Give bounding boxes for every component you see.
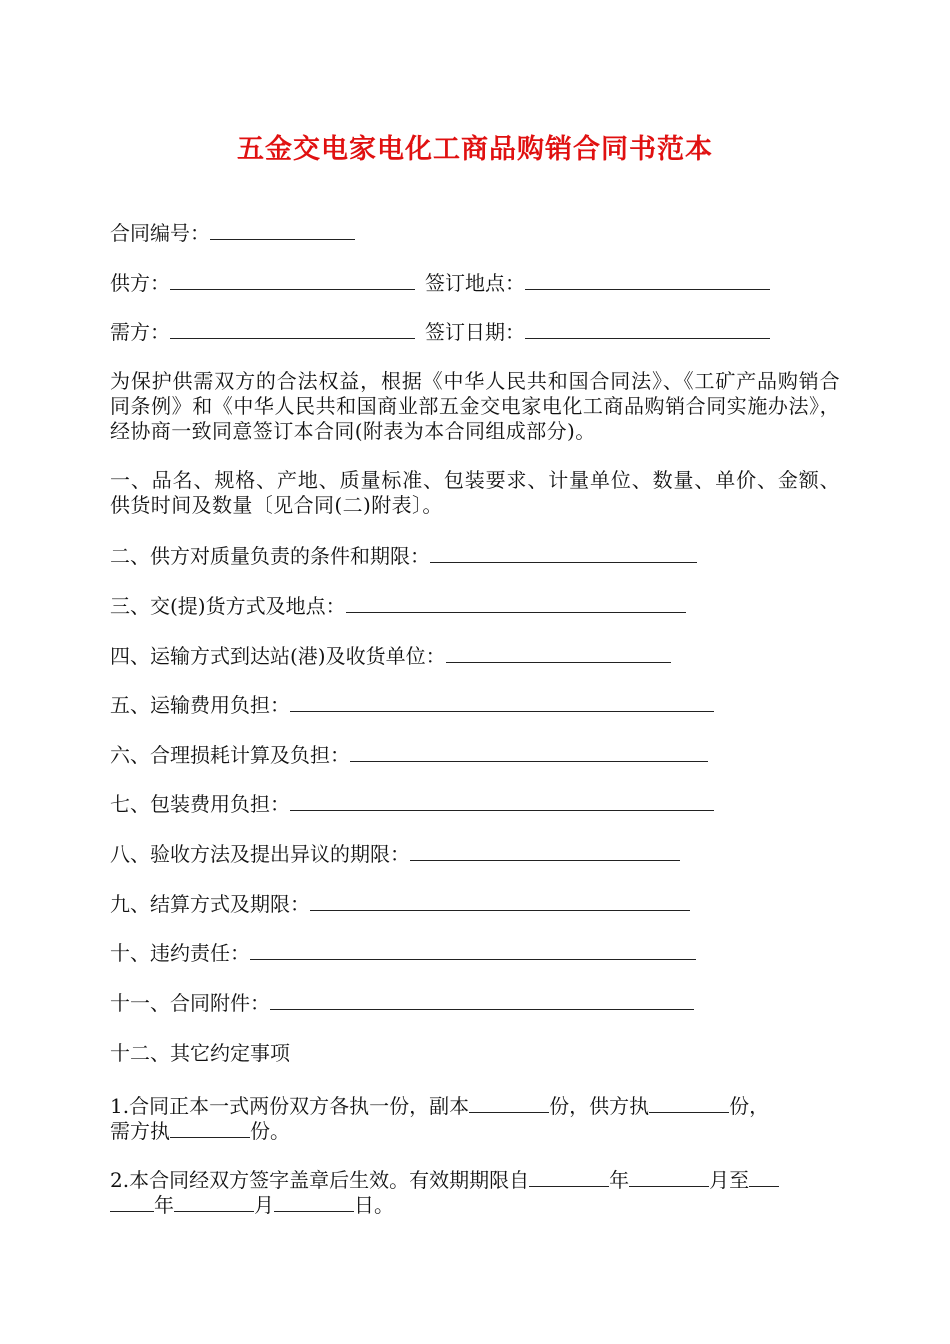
- item-1-line-1: [110, 1093, 769, 1119]
- supplier-blank[interactable]: [170, 271, 415, 290]
- item-1-text-c: 份，: [729, 1094, 770, 1118]
- clause-11-row: [110, 990, 694, 1016]
- clause-8-row: [110, 841, 680, 867]
- clause-7-row: [110, 791, 714, 817]
- end-year-blank-part-2[interactable]: [110, 1193, 154, 1212]
- buyer-label: 需方：: [110, 320, 170, 344]
- item-1-line-2: [110, 1118, 290, 1144]
- sign-place-label: 签订地点：: [425, 271, 525, 295]
- clause-10-blank[interactable]: [250, 941, 696, 960]
- clause-11-blank[interactable]: [270, 991, 694, 1010]
- buyer-blank[interactable]: [170, 320, 415, 339]
- item-1-text-b: 份，供方执: [549, 1094, 650, 1118]
- supplier-copies-blank[interactable]: [649, 1094, 729, 1113]
- clause-7-blank[interactable]: [290, 792, 714, 811]
- clause-3-blank[interactable]: [346, 594, 686, 613]
- sign-date-label: 签订日期：: [425, 320, 525, 344]
- clause-8-label: 八、验收方法及提出异议的期限：: [110, 842, 410, 866]
- clause-12-heading: 十二、其它约定事项: [110, 1041, 290, 1065]
- intro-paragraph: 为保护供需双方的合法权益，根据《中华人民共和国合同法》、《工矿产品购销合同条例》和《中华人民共和国商业部五金交电家电化工商品购销合同实施办法》，经协商一致同意签订本合同(附表为本合同组成部分)。: [110, 369, 840, 443]
- supplier-row: [110, 270, 770, 296]
- contract-number-label: 合同编号：: [110, 221, 210, 245]
- clause-5-blank[interactable]: [290, 693, 714, 712]
- buyer-copies-blank[interactable]: [170, 1119, 250, 1138]
- item-1-text-a: 1.合同正本一式两份双方各执一份，副本: [110, 1094, 470, 1118]
- clause-9-row: [110, 891, 690, 917]
- clause-2-label: 二、供方对质量负责的条件和期限：: [110, 544, 430, 568]
- start-month-blank[interactable]: [629, 1168, 709, 1187]
- item-2-text-a: 2.本合同经双方签字盖章后生效。有效期期限自: [110, 1168, 530, 1192]
- contract-number-blank[interactable]: [210, 221, 355, 240]
- end-month-blank[interactable]: [174, 1193, 254, 1212]
- clause-4-blank[interactable]: [446, 644, 671, 663]
- clause-2-row: [110, 543, 697, 569]
- item-2-text-e: 月: [254, 1193, 274, 1217]
- item-2-text-c: 月至: [709, 1168, 750, 1192]
- item-2-text-f: 日。: [354, 1193, 394, 1217]
- clause-3-row: [110, 593, 686, 619]
- clause-2-blank[interactable]: [430, 544, 697, 563]
- sign-place-blank[interactable]: [525, 271, 770, 290]
- copies-blank[interactable]: [469, 1094, 549, 1113]
- end-year-blank-part-1[interactable]: [749, 1168, 779, 1187]
- item-2-line-2: [110, 1192, 394, 1218]
- clause-11-label: 十一、合同附件：: [110, 991, 270, 1015]
- clause-10-row: [110, 940, 696, 966]
- clause-9-label: 九、结算方式及期限：: [110, 892, 310, 916]
- item-2-text-d: 年: [154, 1193, 174, 1217]
- buyer-row: [110, 319, 770, 345]
- clause-5-label: 五、运输费用负担：: [110, 693, 290, 717]
- start-year-blank[interactable]: [529, 1168, 609, 1187]
- sign-date-blank[interactable]: [525, 320, 770, 339]
- clause-1: 一、品名、规格、产地、质量标准、包装要求、计量单位、数量、单价、金额、供货时间及数量〔见合同(二)附表〕。: [110, 468, 840, 517]
- clause-4-label: 四、运输方式到达站(港)及收货单位：: [110, 644, 446, 668]
- clause-10-label: 十、违约责任：: [110, 941, 250, 965]
- clause-6-label: 六、合理损耗计算及负担：: [110, 743, 350, 767]
- clause-3-label: 三、交(提)货方式及地点：: [110, 594, 346, 618]
- clause-8-blank[interactable]: [410, 842, 680, 861]
- end-day-blank[interactable]: [274, 1193, 354, 1212]
- item-2-text-b: 年: [609, 1168, 630, 1192]
- clause-7-label: 七、包装费用负担：: [110, 792, 290, 816]
- item-2-line-1: [110, 1167, 779, 1193]
- clause-9-blank[interactable]: [310, 892, 690, 911]
- item-1-text-e: 份。: [250, 1119, 290, 1143]
- clause-4-row: [110, 643, 671, 669]
- supplier-label: 供方：: [110, 271, 170, 295]
- document-title: 五金交电家电化工商品购销合同书范本: [237, 134, 713, 165]
- contract-number-row: [110, 220, 355, 246]
- clause-6-row: [110, 742, 708, 768]
- clause-5-row: [110, 692, 714, 718]
- item-1-text-d: 需方执: [110, 1119, 170, 1143]
- clause-6-blank[interactable]: [350, 743, 708, 762]
